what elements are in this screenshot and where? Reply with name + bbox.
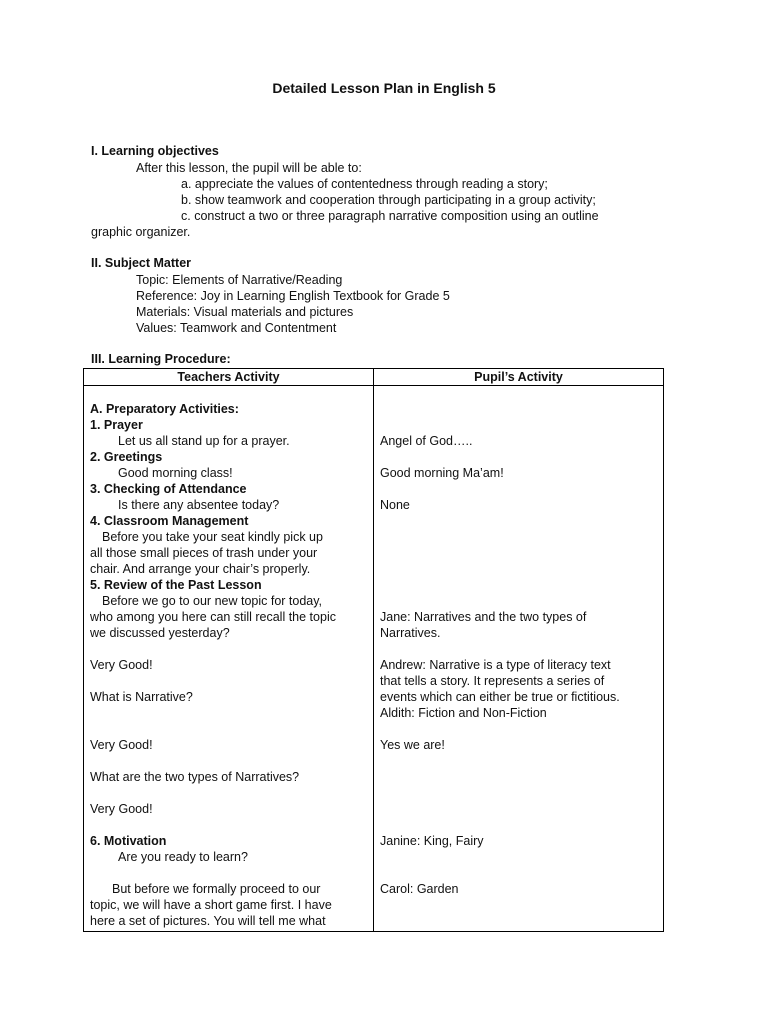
pupil-janine: Janine: King, Fairy — [380, 834, 484, 848]
very-good-2: Very Good! — [90, 738, 153, 752]
what-is-narrative: What is Narrative? — [90, 690, 193, 704]
review-line-3: we discussed yesterday? — [90, 626, 230, 640]
subject-heading: II. Subject Matter — [91, 256, 192, 270]
procedure-heading: III. Learning Procedure: — [91, 352, 231, 366]
prayer-text: Let us all stand up for a prayer. — [118, 434, 290, 448]
objectives-heading: I. Learning objectives — [91, 144, 219, 158]
two-types-question: What are the two types of Narratives? — [90, 770, 300, 784]
management-line-1: Before you take your seat kindly pick up — [102, 530, 323, 544]
prayer-heading: 1. Prayer — [90, 418, 143, 432]
objective-c: c. construct a two or three paragraph narrative composition using an outline — [181, 209, 599, 223]
subject-values: Values: Teamwork and Contentment — [136, 321, 337, 335]
review-line-2: who among you here can still recall the topic — [90, 610, 336, 624]
subject-materials: Materials: Visual materials and pictures — [136, 305, 354, 319]
pupil-andrew-line-1: Andrew: Narrative is a type of literacy text — [380, 658, 611, 672]
objective-c-wrap: graphic organizer. — [91, 225, 191, 239]
teacher-cell — [84, 386, 374, 932]
col-pupils-activity: Pupil’s Activity — [374, 369, 664, 386]
procedure-table — [83, 368, 664, 932]
table-header-row — [84, 369, 664, 386]
pupil-prayer: Angel of God….. — [380, 434, 473, 448]
objectives-intro: After this lesson, the pupil will be able to: — [136, 161, 362, 175]
objective-a: a. appreciate the values of contentedness through reading a story; — [181, 177, 548, 191]
pupil-greeting: Good morning Ma’am! — [380, 466, 504, 480]
attendance-heading: 3. Checking of Attendance — [90, 482, 247, 496]
prep-heading: A. Preparatory Activities: — [90, 402, 239, 416]
pupil-cell — [374, 386, 664, 932]
review-heading: 5. Review of the Past Lesson — [90, 578, 262, 592]
very-good-3: Very Good! — [90, 802, 153, 816]
very-good-1: Very Good! — [90, 658, 153, 672]
greetings-heading: 2. Greetings — [90, 450, 163, 464]
management-heading: 4. Classroom Management — [90, 514, 249, 528]
pupil-andrew-line-2: that tells a story. It represents a series of — [380, 674, 605, 688]
pupil-jane-line-1: Jane: Narratives and the two types of — [380, 610, 587, 624]
game-line-3: here a set of pictures. You will tell me what — [90, 914, 326, 928]
review-line-1: Before we go to our new topic for today, — [102, 594, 323, 608]
game-line-2: topic, we will have a short game first. I have — [90, 898, 332, 912]
greetings-text: Good morning class! — [118, 466, 233, 480]
col-teachers-activity: Teachers Activity — [84, 369, 374, 386]
management-line-2: all those small pieces of trash under your — [90, 546, 318, 560]
attendance-text: Is there any absentee today? — [118, 498, 280, 512]
pupil-aldith: Aldith: Fiction and Non-Fiction — [380, 706, 547, 720]
management-line-3: chair. And arrange your chair’s properly. — [90, 562, 311, 576]
pupil-carol: Carol: Garden — [380, 882, 459, 896]
page-title: Detailed Lesson Plan in English 5 — [272, 80, 496, 96]
subject-reference: Reference: Joy in Learning English Textbook for Grade 5 — [136, 289, 450, 303]
table-row — [84, 386, 664, 932]
motivation-heading: 6. Motivation — [90, 834, 167, 848]
pupil-jane-line-2: Narratives. — [380, 626, 441, 640]
subject-topic: Topic: Elements of Narrative/Reading — [136, 273, 343, 287]
motivation-text: Are you ready to learn? — [118, 850, 248, 864]
pupil-andrew-line-3: events which can either be true or fictitious. — [380, 690, 620, 704]
objective-b: b. show teamwork and cooperation through participating in a group activity; — [181, 193, 596, 207]
game-line-1: But before we formally proceed to our — [112, 882, 321, 896]
pupil-ready: Yes we are! — [380, 738, 445, 752]
pupil-attendance: None — [380, 498, 410, 512]
